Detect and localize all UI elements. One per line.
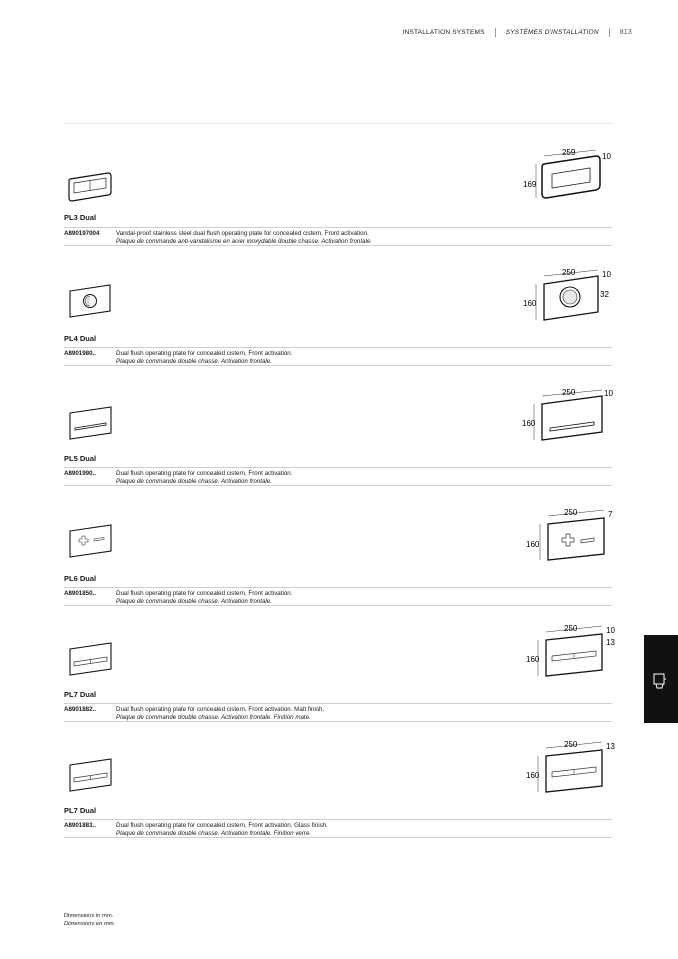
product-reference: A8901850..	[64, 590, 96, 597]
product-name: PL7 Dual	[64, 690, 97, 699]
dimension-drawing	[526, 626, 616, 696]
svg-text:7: 7	[608, 510, 613, 519]
plate-thumbnail	[66, 404, 116, 444]
description-en: Dual flush operating plate for concealed cistern. Front activation. Glass finish.	[116, 822, 328, 829]
page-header	[403, 28, 632, 37]
product-reference: A8901883..	[64, 822, 96, 829]
svg-text:160: 160	[526, 771, 540, 780]
product-pl6	[64, 510, 612, 625]
svg-text:160: 160	[526, 655, 540, 664]
plate-thumbnail	[66, 756, 116, 796]
product-pl7-matt	[64, 624, 615, 741]
svg-text:160: 160	[522, 419, 536, 428]
description-fr: Plaque de commande double chasse. Activation frontale. Finition mate.	[116, 713, 311, 721]
description-fr: Plaque de commande double chasse. Activation frontale. Finition verre.	[116, 829, 312, 837]
toilet-icon	[653, 673, 667, 689]
svg-text:250: 250	[564, 624, 578, 633]
page-number: 813	[619, 29, 632, 36]
svg-text:10: 10	[602, 152, 611, 161]
product-description	[116, 706, 324, 721]
svg-text:259: 259	[562, 148, 576, 157]
dimension-drawing	[526, 510, 616, 580]
plate-thumbnail	[66, 170, 116, 210]
product-row	[64, 819, 612, 838]
product-description	[116, 590, 292, 605]
section-title-en: INSTALLATION SYSTEMS	[402, 29, 485, 36]
product-description	[116, 822, 328, 837]
product-reference: A8901980..	[64, 350, 96, 357]
product-pl4	[64, 270, 612, 385]
product-row	[64, 347, 612, 366]
plate-thumbnail	[66, 640, 116, 680]
footer-en: Dimensions in mm.	[64, 913, 114, 919]
description-fr: Plaque de commande anti-vandalisme en acier inoxydable double chasse. Activation frontale.	[116, 237, 373, 245]
product-row	[64, 703, 612, 722]
product-name: PL3 Dual	[64, 213, 97, 222]
description-en: Vandal-proof stainless steel dual flush operating plate for concealed cistern. Front activation.	[116, 230, 369, 237]
product-reference: A8901990..	[64, 470, 96, 477]
product-row	[64, 227, 612, 246]
product-row	[64, 587, 612, 606]
header-divider	[495, 28, 496, 37]
header-divider	[609, 28, 610, 37]
dimension-drawing	[526, 742, 616, 812]
dimension-drawing	[522, 270, 612, 340]
description-en: Dual flush operating plate for concealed cistern. Front activation. Matt finish.	[116, 706, 325, 713]
plate-thumbnail	[66, 282, 116, 322]
product-row	[64, 467, 612, 486]
product-description	[116, 470, 292, 485]
svg-text:169: 169	[523, 180, 537, 189]
footer-note	[64, 913, 115, 928]
product-name: PL5 Dual	[64, 454, 97, 463]
product-name: PL6 Dual	[64, 574, 97, 583]
product-description	[116, 230, 372, 245]
product-reference: A8901882..	[64, 706, 96, 713]
product-pl7-glass	[64, 740, 615, 857]
section-title-fr: SYSTÈMES D'INSTALLATION	[505, 29, 599, 36]
svg-text:250: 250	[562, 388, 576, 397]
product-pl5	[64, 390, 612, 505]
svg-text:10: 10	[604, 389, 613, 398]
svg-text:32: 32	[600, 290, 609, 299]
description-fr: Plaque de commande double chasse. Activation frontale.	[116, 357, 272, 365]
svg-text:250: 250	[562, 268, 576, 277]
svg-text:250: 250	[564, 740, 578, 749]
product-name: PL7 Dual	[64, 806, 97, 815]
dimension-drawing	[522, 150, 612, 220]
product-pl3	[64, 150, 612, 265]
svg-text:10: 10	[602, 270, 611, 279]
svg-text:10: 10	[606, 626, 615, 635]
footer-fr: Dimensions en mm.	[64, 920, 116, 927]
description-en: Dual flush operating plate for concealed cistern. Front activation.	[116, 350, 293, 357]
svg-text:13: 13	[606, 638, 615, 647]
svg-text:160: 160	[526, 540, 540, 549]
svg-text:250: 250	[564, 508, 578, 517]
product-name: PL4 Dual	[64, 334, 97, 343]
plate-thumbnail	[66, 522, 116, 562]
svg-text:160: 160	[523, 299, 537, 308]
product-reference: A890197004	[64, 230, 100, 237]
dimension-drawing	[522, 390, 612, 460]
top-rule	[64, 123, 612, 124]
description-fr: Plaque de commande double chasse. Activation frontale.	[116, 477, 272, 485]
product-description	[116, 350, 292, 365]
description-en: Dual flush operating plate for concealed cistern. Front activation.	[116, 590, 293, 597]
section-side-tab[interactable]	[644, 635, 678, 723]
description-fr: Plaque de commande double chasse. Activation frontale.	[116, 597, 272, 605]
svg-text:13: 13	[606, 742, 615, 751]
description-en: Dual flush operating plate for concealed cistern. Front activation.	[116, 470, 293, 477]
